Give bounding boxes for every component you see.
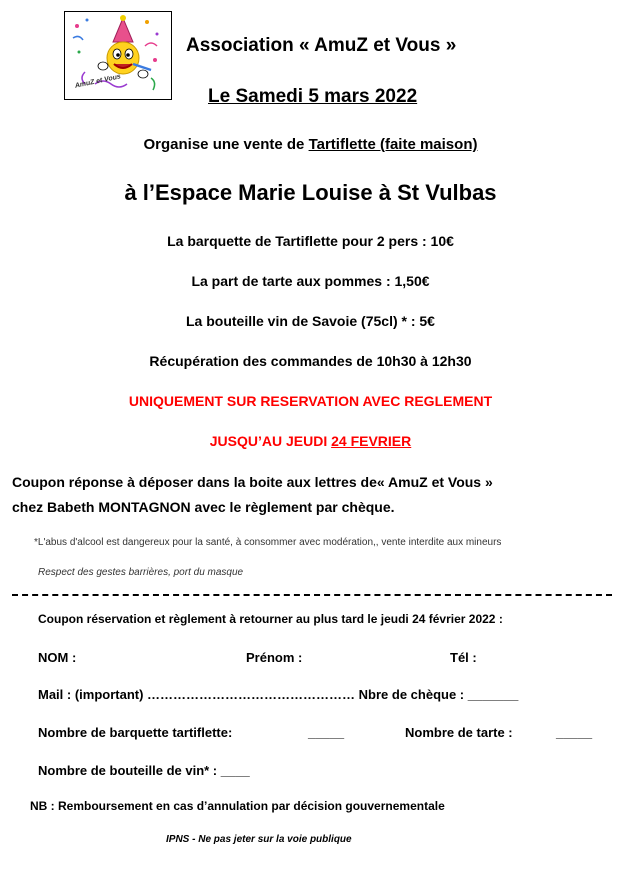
field-tarte-label: Nombre de tarte :	[405, 725, 513, 740]
field-barquette-blank[interactable]: _____	[308, 725, 345, 740]
logo-text: AmuZ et Vous	[74, 73, 122, 90]
association-title: Association « AmuZ et Vous »	[186, 35, 457, 56]
ipns-footer: IPNS - Ne pas jeter sur la voie publique	[166, 834, 352, 845]
intro-product: Tartiflette (faite maison)	[308, 136, 478, 153]
price-tarte: La part de tarte aux pommes : 1,50€	[191, 273, 430, 289]
deadline-date: 24 FEVRIER	[331, 433, 412, 449]
event-date: Le Samedi 5 mars 2022	[208, 86, 418, 107]
refund-note: NB : Remboursement en cas d’annulation par décision gouvernementale	[30, 799, 445, 813]
coupon-info-line1: Coupon réponse à déposer dans la boite aux lettres de« AmuZ et Vous »	[12, 474, 493, 490]
field-vin[interactable]: Nombre de bouteille de vin* : ____	[38, 763, 250, 778]
reservation-only: UNIQUEMENT SUR RESERVATION AVEC REGLEMENT	[128, 393, 493, 409]
price-vin: La bouteille vin de Savoie (75cl) * : 5€	[186, 313, 435, 329]
field-barquette-label: Nombre de barquette tartiflette:	[38, 725, 233, 740]
field-mail-cheque[interactable]: Mail : (important) ………………………………………… Nbre de chèque : _______	[38, 687, 519, 702]
reservation-deadline	[0, 433, 621, 449]
intro-line	[0, 136, 621, 153]
alcohol-notice: *L'abus d'alcool est dangereux pour la santé, à consommer avec modération,, vente interdite aux mineurs	[34, 537, 502, 548]
field-prenom[interactable]: Prénom :	[246, 650, 303, 665]
cut-line	[12, 594, 612, 596]
field-tarte-blank[interactable]: _____	[556, 725, 593, 740]
form-title: Coupon réservation et règlement à retourner au plus tard le jeudi 24 février 2022 :	[38, 612, 503, 626]
venue: à l’Espace Marie Louise à St Vulbas	[124, 180, 497, 205]
pickup-hours: Récupération des commandes de 10h30 à 12h30	[149, 353, 472, 369]
price-tartiflette: La barquette de Tartiflette pour 2 pers : 10€	[167, 233, 454, 249]
barrier-notice: Respect des gestes barrières, port du masque	[38, 567, 244, 578]
field-nom[interactable]: NOM :	[38, 650, 77, 665]
intro-prefix: Organise une vente de	[143, 136, 309, 153]
deadline-prefix: JUSQU’AU JEUDI	[209, 433, 332, 449]
field-tel[interactable]: Tél :	[450, 650, 477, 665]
coupon-info-line2: chez Babeth MONTAGNON avec le règlement par chèque.	[12, 499, 395, 515]
